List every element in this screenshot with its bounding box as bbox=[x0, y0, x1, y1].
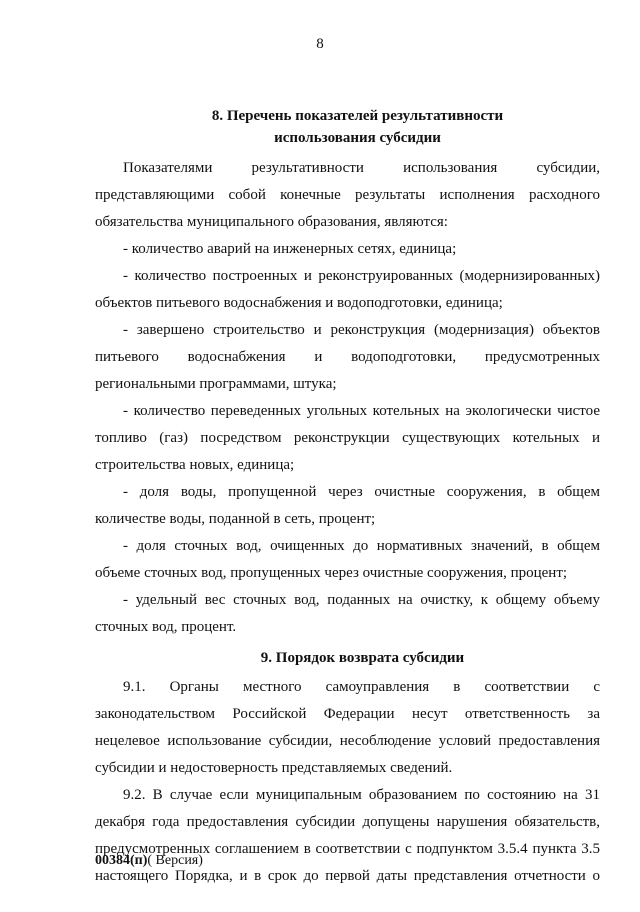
indicator-item: - количество аварий на инженерных сетях, единица; bbox=[123, 241, 457, 257]
page-number: 8 bbox=[316, 36, 324, 52]
section-8-title-line-1: 8. Перечень показателей результативности bbox=[211, 108, 504, 124]
section-8-intro: Показателями результативности использования субсидии, представляющими собой конечные результаты исполнения расходного обязательства муниципального образования, являются: bbox=[95, 160, 600, 230]
document-body bbox=[95, 105, 600, 890]
document-version: ( Версия) bbox=[147, 853, 203, 868]
section-8-title bbox=[115, 105, 600, 149]
section-9-title: 9. Порядок возврата субсидии bbox=[260, 650, 465, 666]
indicator-item: - доля сточных вод, очищенных до нормативных значений, в общем объеме сточных вод, пропущенных через очистные сооружения, процент; bbox=[95, 538, 600, 581]
document-footer bbox=[95, 853, 203, 869]
section-8-title-line-2: использования субсидии bbox=[274, 130, 441, 146]
paragraph-9-2: 9.2. В случае если муниципальным образованием по состоянию на 31 декабря года предоставления субсидии допущены нарушения обязательств, предусмотренных соглашением в соответствии с подпунктом 3.5.4 пункта 3.5 настоящего Порядка, и в срок до первой даты представления отчетности о bbox=[95, 787, 600, 884]
indicator-item: - доля воды, пропущенной через очистные сооружения, в общем количестве воды, поданной в сеть, процент; bbox=[95, 484, 600, 527]
indicator-item: - завершено строительство и реконструкция (модернизация) объектов питьевого водоснабжения и водоподготовки, предусмотренных региональными программами, штука; bbox=[95, 322, 600, 392]
indicator-item: - количество построенных и реконструированных (модернизированных) объектов питьевого водоснабжения и водоподготовки, единица; bbox=[95, 268, 600, 311]
paragraph-9-1: 9.1. Органы местного самоуправления в соответствии с законодательством Российской Федерации несут ответственность за нецелевое использование субсидии, несоблюдение условий предоставления субсидии и недостоверность представляемых сведений. bbox=[95, 679, 600, 776]
indicator-item: - количество переведенных угольных котельных на экологически чистое топливо (газ) посредством реконструкции существующих котельных и строительства новых, единица; bbox=[95, 403, 600, 473]
document-code: 00384(п) bbox=[95, 853, 148, 868]
indicator-item: - удельный вес сточных вод, поданных на очистку, к общему объему сточных вод, процент. bbox=[95, 592, 600, 635]
